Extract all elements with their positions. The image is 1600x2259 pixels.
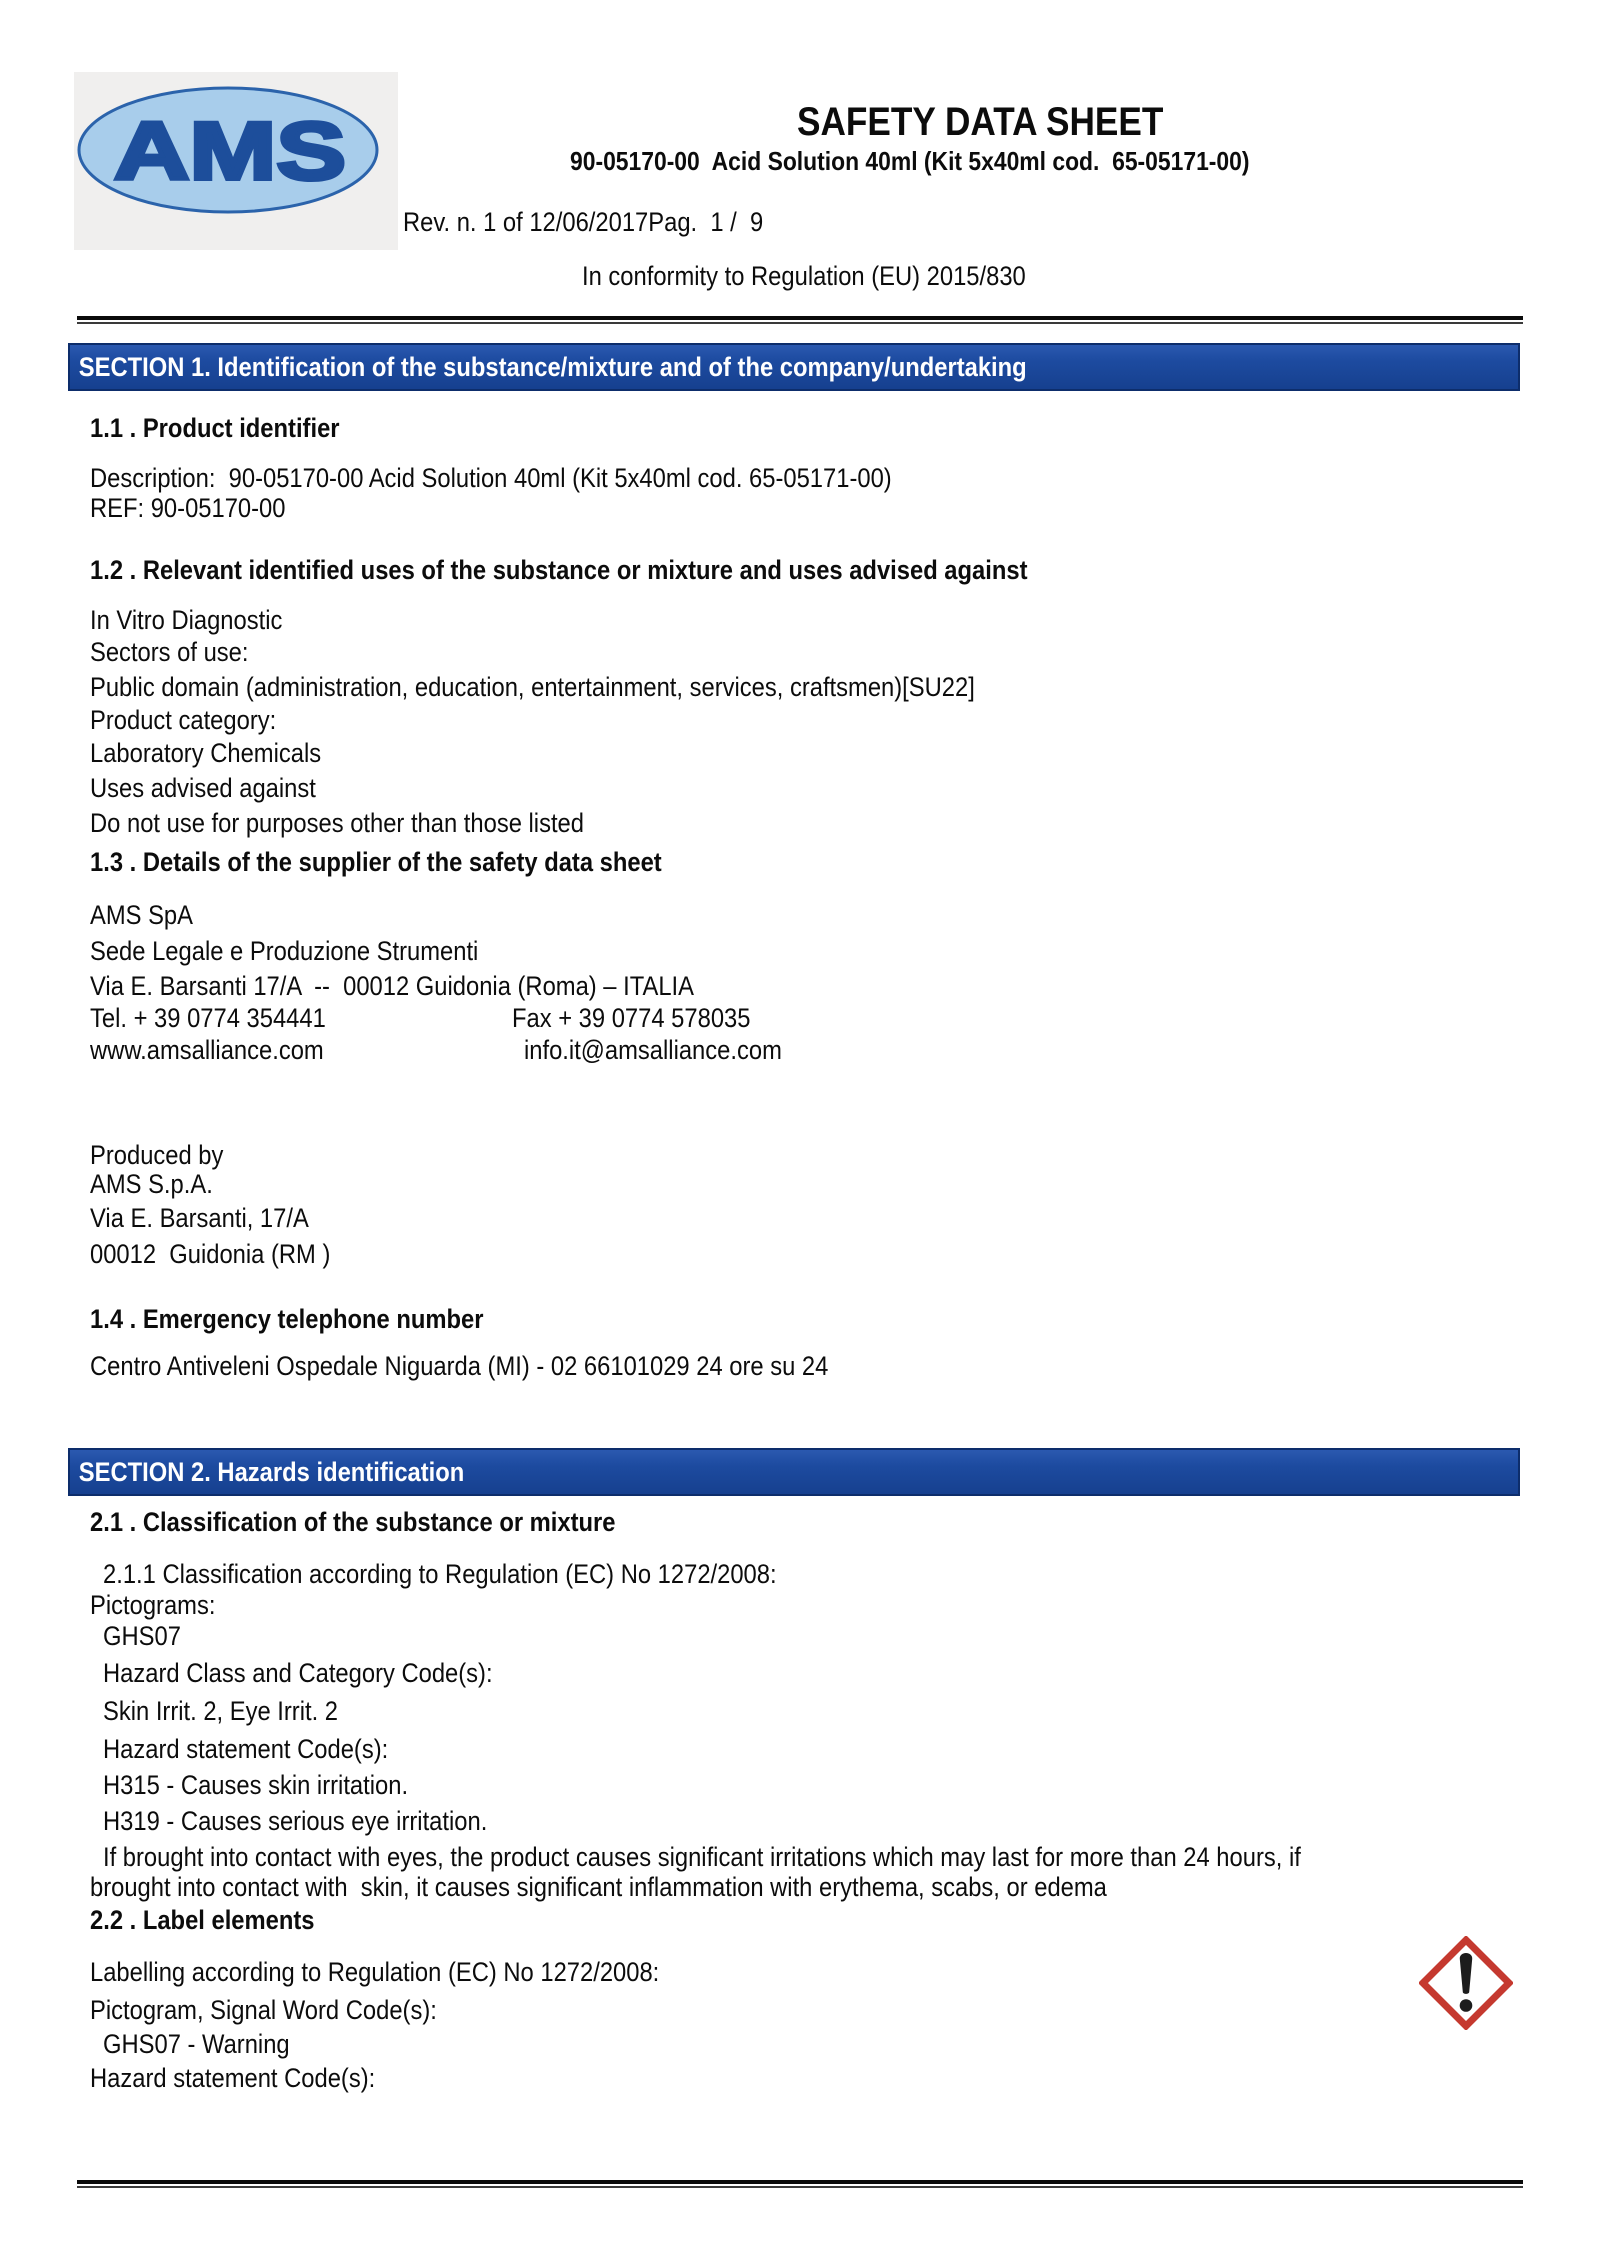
header-divider [77,316,1523,324]
heading-1-2: 1.2 . Relevant identified uses of the substance or mixture and uses advised against [90,555,1028,585]
section2-header-bar [68,1448,1520,1496]
supplier-name: AMS SpA [90,900,194,930]
section2-header-label: SECTION 2. Hazards identification [78,1457,465,1487]
heading-1-4: 1.4 . Emergency telephone number [90,1304,484,1334]
revision-number: Rev. n. 1 of 12/06/2017 [403,207,649,237]
uses-advised-against-label: Uses advised against [90,773,316,803]
supplier-division: Sede Legale e Produzione Strumenti [90,936,479,966]
document-title: SAFETY DATA SHEET [797,100,1164,144]
hazard-note-line1: If brought into contact with eyes, the product causes significant irritations which may last for more than 24 hours, if [103,1842,1301,1872]
sectors-of-use-label: Sectors of use: [90,637,249,667]
supplier-website: www.amsalliance.com [90,1035,324,1065]
pictogram-code: GHS07 [103,1621,181,1651]
producer-city: 00012 Guidonia (RM ) [90,1239,331,1269]
hazard-class-value: Skin Irrit. 2, Eye Irrit. 2 [103,1696,339,1726]
ams-logo-oval-icon [74,72,398,250]
heading-2-1: 2.1 . Classification of the substance or mixture [90,1507,616,1537]
page-number: Pag. 1 / 9 [648,207,764,237]
product-ref: REF: 90-05170-00 [90,493,286,523]
classification-2-1-1: 2.1.1 Classification according to Regulation (EC) No 1272/2008: [103,1559,777,1589]
ghs07-warning-value: GHS07 - Warning [103,2029,290,2059]
section1-header-label: SECTION 1. Identification of the substance/mixture and of the company/undertaking [78,352,1027,382]
uses-advised-against-value: Do not use for purposes other than those listed [90,808,584,838]
labelling-regulation: Labelling according to Regulation (EC) No 1272/2008: [90,1957,660,1987]
supplier-email: info.it@amsalliance.com [524,1035,782,1065]
ams-logo-text: AMS [114,106,346,197]
ghs07-warning-icon [1419,1936,1513,2030]
pictogram-signal-word-label: Pictogram, Signal Word Code(s): [90,1995,437,2025]
product-category-label: Product category: [90,705,277,735]
hazard-note-line2: brought into contact with skin, it causes significant inflammation with erythema, scabs, or edema [90,1872,1107,1902]
hazard-statement-label-2: Hazard statement Code(s): [90,2063,376,2093]
hazard-statement-h315: H315 - Causes skin irritation. [103,1770,409,1800]
product-category-value: Laboratory Chemicals [90,738,322,768]
hazard-statement-label: Hazard statement Code(s): [103,1734,389,1764]
producer-name: AMS S.p.A. [90,1169,213,1199]
revision-page-line [403,209,763,236]
use-type: In Vitro Diagnostic [90,605,283,635]
pictograms-label: Pictograms: [90,1590,216,1620]
heading-1-3: 1.3 . Details of the supplier of the safety data sheet [90,847,662,877]
hazard-statement-h319: H319 - Causes serious eye irritation. [103,1806,488,1836]
product-description: Description: 90-05170-00 Acid Solution 40ml (Kit 5x40ml cod. 65-05171-00) [90,463,892,493]
sectors-of-use-value: Public domain (administration, education, entertainment, services, craftsmen)[SU22] [90,672,975,702]
emergency-telephone: Centro Antiveleni Ospedale Niguarda (MI) - 02 66101029 24 ore su 24 [90,1351,829,1381]
supplier-telephone: Tel. + 39 0774 354441 [90,1003,326,1033]
product-title: 90-05170-00 Acid Solution 40ml (Kit 5x40ml cod. 65-05171-00) [570,146,1250,176]
supplier-fax: Fax + 39 0774 578035 [512,1003,751,1033]
produced-by-label: Produced by [90,1140,224,1170]
supplier-address: Via E. Barsanti 17/A -- 00012 Guidonia (Roma) – ITALIA [90,971,694,1001]
section1-header-bar [68,343,1520,391]
conformity-line: In conformity to Regulation (EU) 2015/830 [582,261,1026,291]
hazard-class-label: Hazard Class and Category Code(s): [103,1658,493,1688]
footer-divider [77,2180,1523,2188]
heading-1-1: 1.1 . Product identifier [90,413,340,443]
producer-address: Via E. Barsanti, 17/A [90,1203,309,1233]
heading-2-2: 2.2 . Label elements [90,1905,315,1935]
ams-logo [74,72,398,250]
